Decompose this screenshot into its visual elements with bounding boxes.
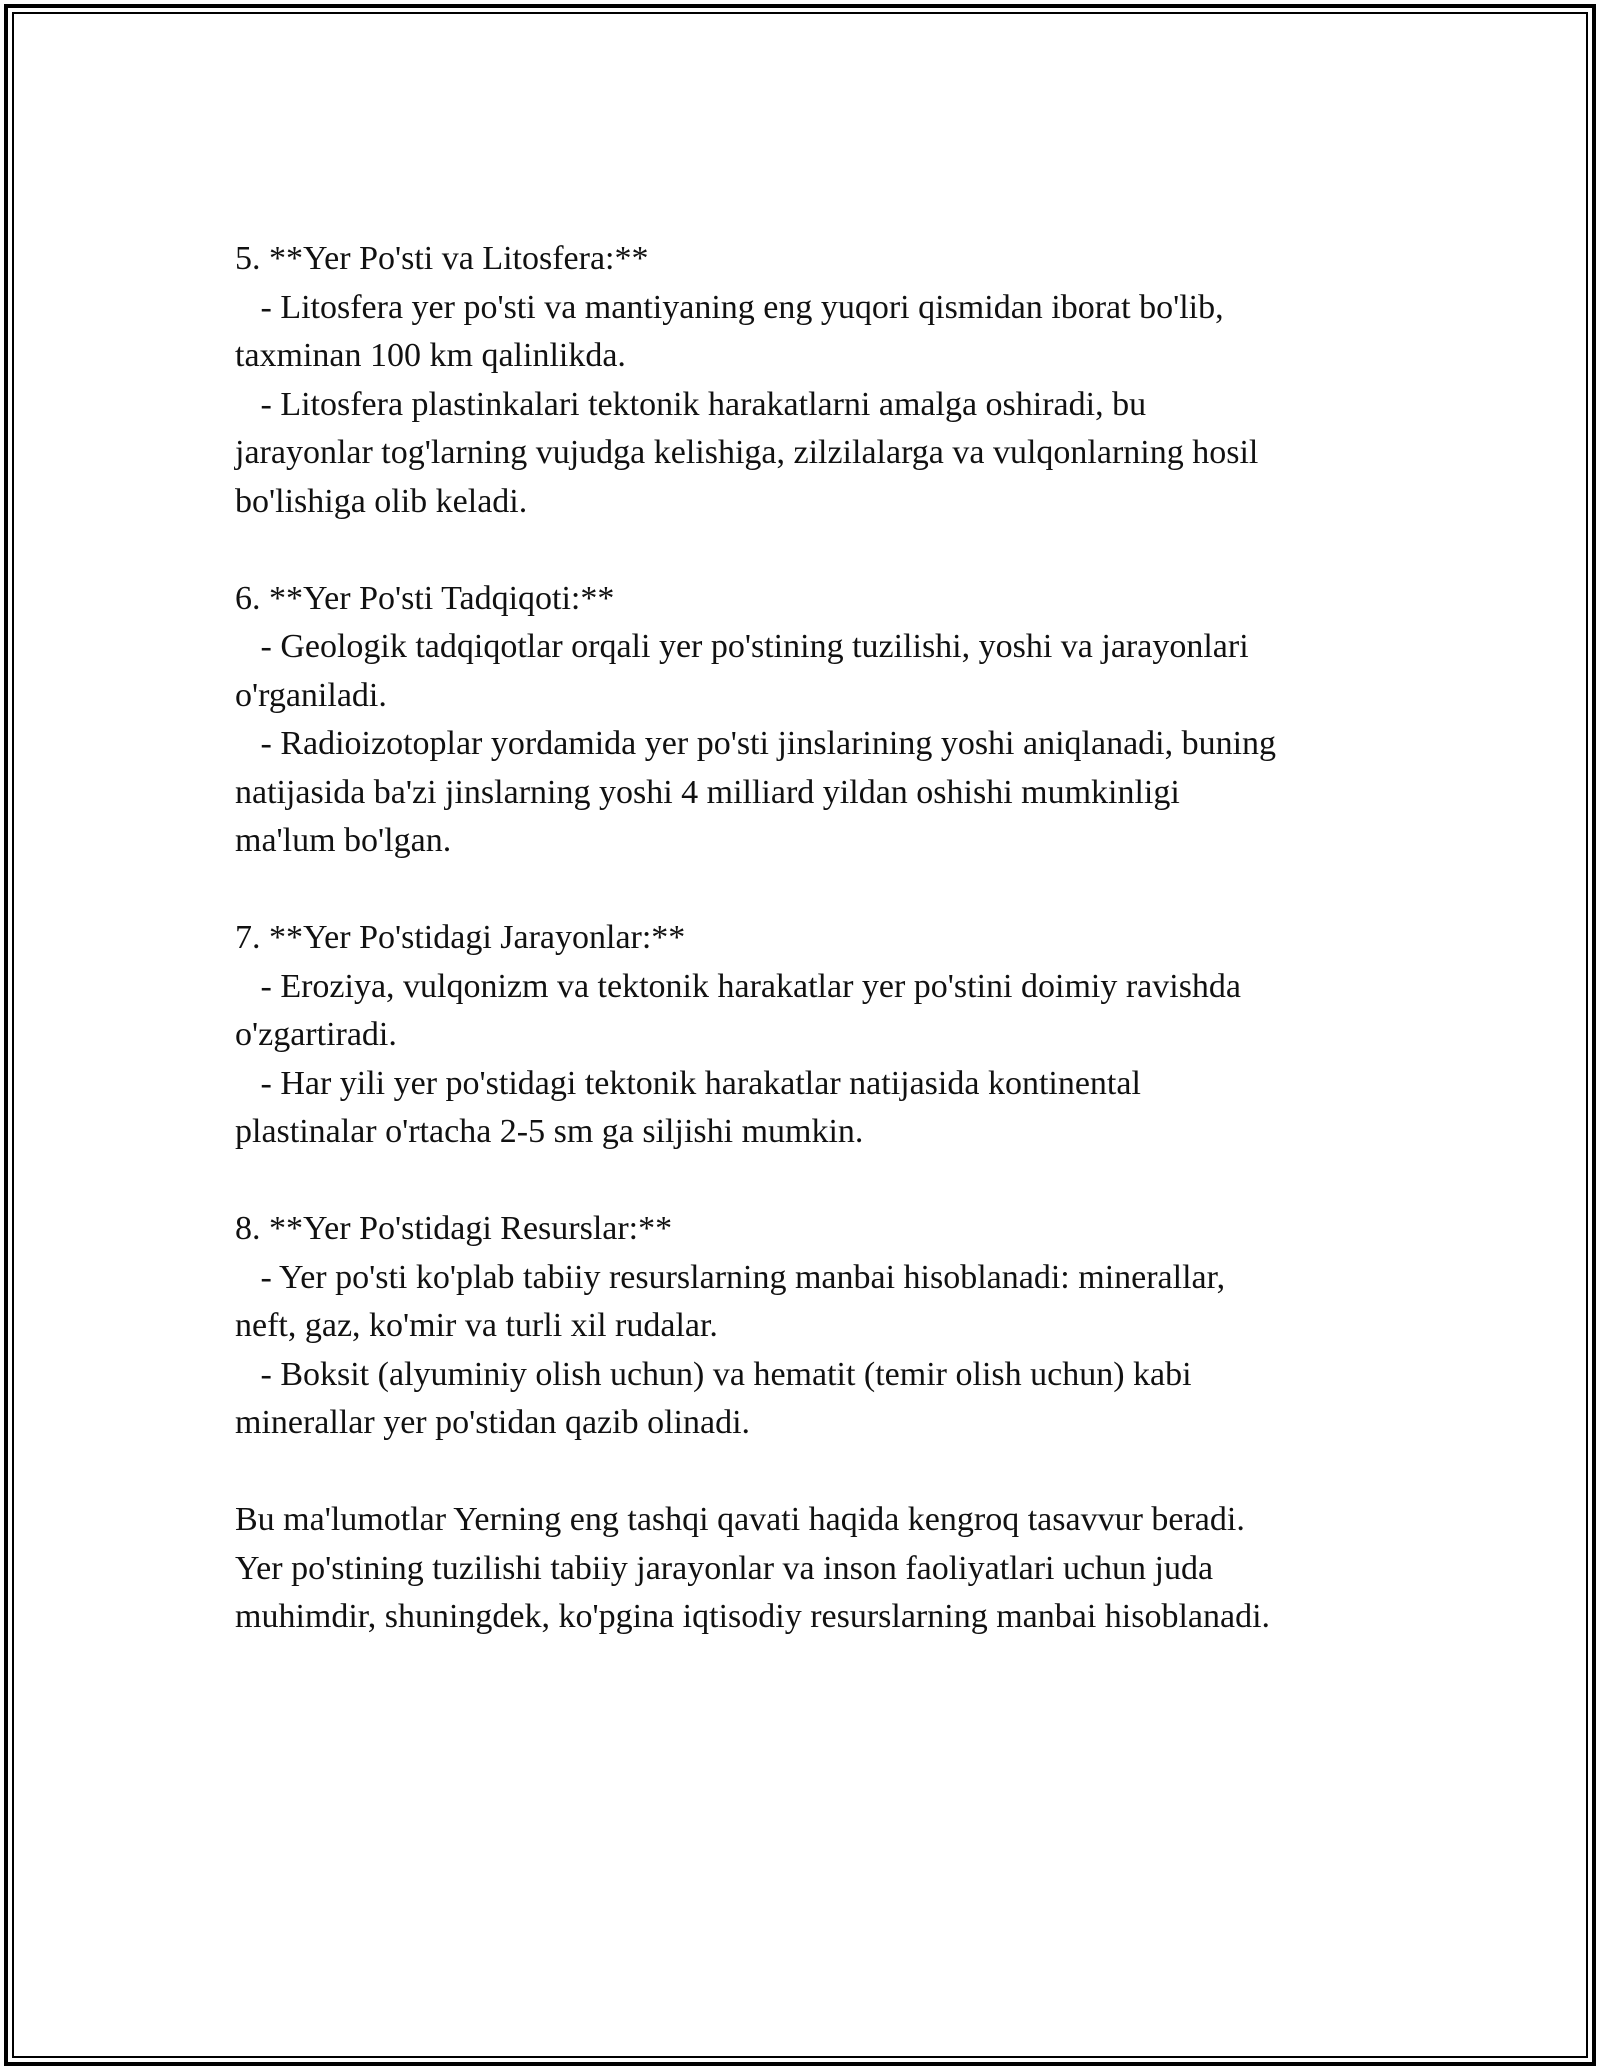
section-6 xyxy=(235,575,1385,866)
bullet-item xyxy=(235,381,1385,527)
section-heading: 6. **Yer Po'sti Tadqiqoti:** xyxy=(235,579,615,617)
bullet-item xyxy=(235,623,1385,720)
paragraph-spacer xyxy=(235,1157,1385,1206)
conclusion-line: Bu ma'lumotlar Yerning eng tashqi qavati haqida kengroq tasavvur beradi. xyxy=(235,1501,1245,1538)
bullet-line: - Litosfera plastinkalari tektonik harakatlarni amalga oshiradi, bu xyxy=(235,385,1147,423)
bullet-line: jarayonlar tog'larning vujudga kelishiga, zilzilalarga va vulqonlarning hosil xyxy=(235,434,1259,471)
bullet-line: bo'lishiga olib keladi. xyxy=(235,482,528,520)
paragraph-spacer xyxy=(235,526,1385,575)
bullet-item xyxy=(235,963,1385,1060)
section-heading: 5. **Yer Po'sti va Litosfera:** xyxy=(235,240,649,277)
bullet-line: plastinalar o'rtacha 2-5 sm ga siljishi mumkin. xyxy=(235,1113,864,1150)
conclusion-paragraph xyxy=(235,1496,1385,1642)
bullet-line: o'rganiladi. xyxy=(235,676,387,714)
bullet-line: taxminan 100 km qalinlikda. xyxy=(235,337,626,374)
bullet-line: ma'lum bo'lgan. xyxy=(235,822,452,859)
conclusion-line: Yer po'stining tuzilishi tabiiy jarayonlar va inson faoliyatlari uchun juda xyxy=(235,1549,1214,1587)
paragraph-spacer xyxy=(235,866,1385,915)
paragraph-spacer xyxy=(235,1448,1385,1497)
bullet-line: - Yer po'sti ko'plab tabiiy resurslarning manbai hisoblanadi: minerallar, xyxy=(235,1258,1226,1296)
bullet-line: - Geologik tadqiqotlar orqali yer po'stining tuzilishi, yoshi va jarayonlari xyxy=(235,628,1249,665)
bullet-item xyxy=(235,1060,1385,1157)
section-8 xyxy=(235,1205,1385,1448)
conclusion-line: muhimdir, shuningdek, ko'pgina iqtisodiy resurslarning manbai hisoblanadi. xyxy=(235,1598,1271,1635)
bullet-line: - Har yili yer po'stidagi tektonik harakatlar natijasida kontinental xyxy=(235,1064,1141,1102)
section-7 xyxy=(235,914,1385,1157)
bullet-line: - Radioizotoplar yordamida yer po'sti jinslarining yoshi aniqlanadi, buning xyxy=(235,725,1277,762)
bullet-line: - Boksit (alyuminiy olish uchun) va hematit (temir olish uchun) kabi xyxy=(235,1355,1192,1393)
bullet-line: o'zgartiradi. xyxy=(235,1016,397,1053)
bullet-line: natijasida ba'zi jinslarning yoshi 4 milliard yildan oshishi mumkinligi xyxy=(235,773,1180,811)
bullet-item xyxy=(235,720,1385,866)
bullet-line: minerallar yer po'stidan qazib olinadi. xyxy=(235,1404,751,1441)
document-body xyxy=(235,235,1385,1642)
section-heading: 7. **Yer Po'stidagi Jarayonlar:** xyxy=(235,919,686,956)
bullet-item xyxy=(235,1254,1385,1351)
section-heading: 8. **Yer Po'stidagi Resurslar:** xyxy=(235,1210,673,1247)
bullet-item xyxy=(235,284,1385,381)
bullet-line: - Eroziya, vulqonizm va tektonik harakatlar yer po'stini doimiy ravishda xyxy=(235,967,1242,1005)
bullet-line: neft, gaz, ko'mir va turli xil rudalar. xyxy=(235,1307,718,1344)
bullet-line: - Litosfera yer po'sti va mantiyaning eng yuqori qismidan iborat bo'lib, xyxy=(235,288,1224,326)
bullet-item xyxy=(235,1351,1385,1448)
section-5 xyxy=(235,235,1385,526)
